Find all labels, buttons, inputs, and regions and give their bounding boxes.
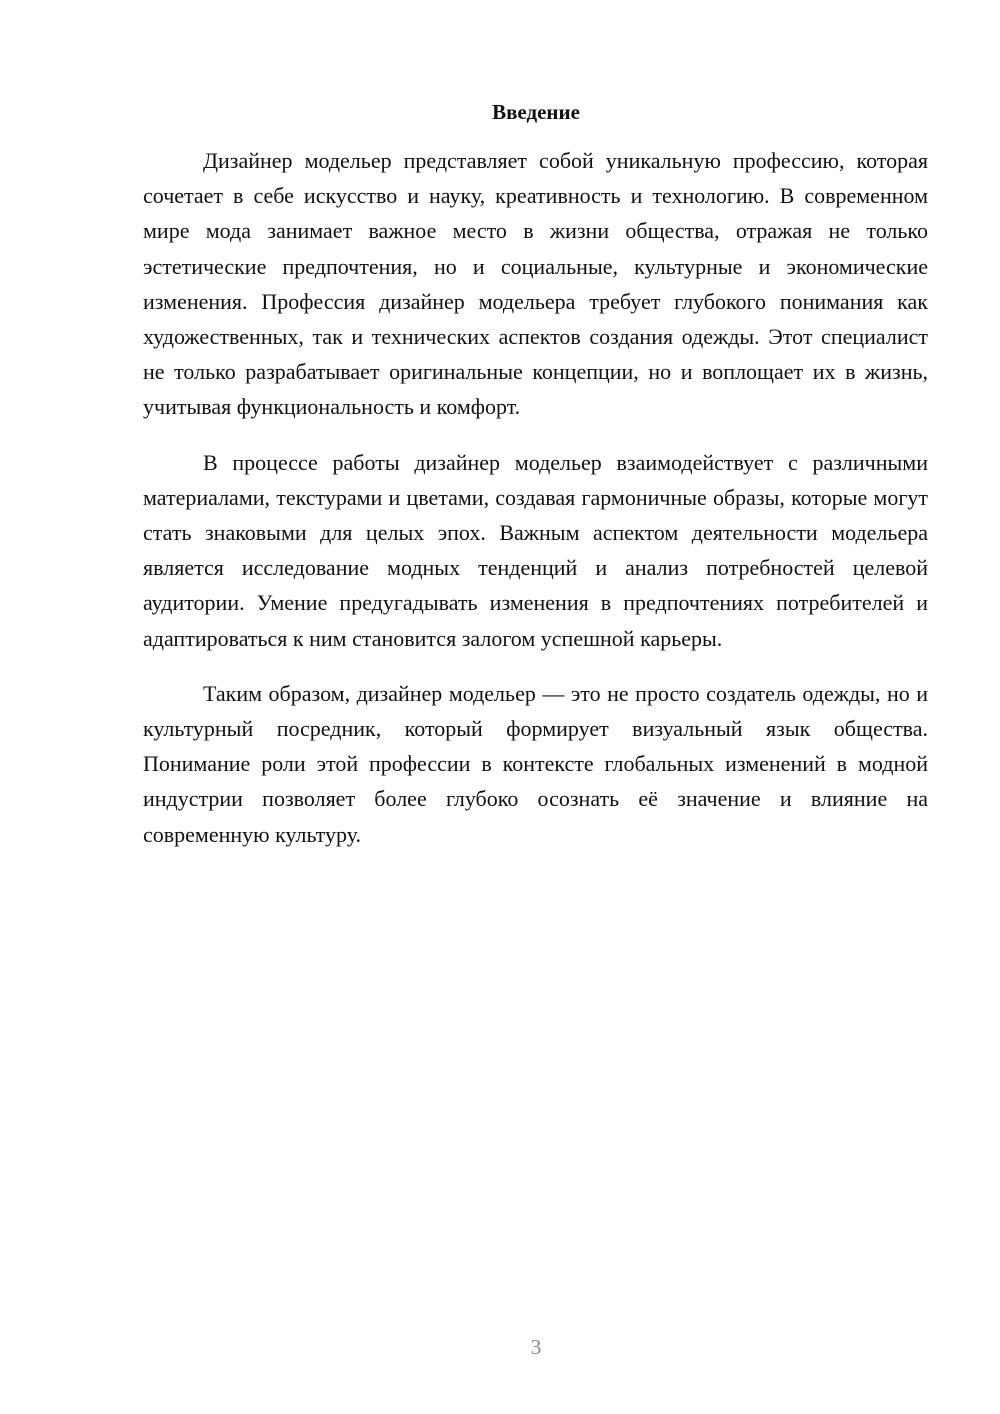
paragraph-3: Таким образом, дизайнер модельер — это не просто создатель одежды, но и культурный посредник, который формирует визуальный язык общества. Понимание роли этой профессии в контексте глобальных изменений в модной индустрии позволяет более глубоко осознать её значение и влияние на современную культуру. xyxy=(143,680,928,847)
page-title: Введение xyxy=(492,100,580,124)
paragraph-1: Дизайнер модельер представляет собой уникальную профессию, которая сочетает в себе искусство и науку, креативность и технологию. В современном мире мода занимает важное место в жизни общества, отражая не только эстетические предпочтения, но и социальные, культурные и экономические изменения. Профессия дизайнер модельера требует глубокого понимания как художественных, так и технических аспектов создания одежды. Этот специалист не только разрабатывает оригинальные концепции, но и воплощает их в жизнь, учитывая функциональность и комфорт. xyxy=(143,148,928,420)
paragraph-2: В процессе работы дизайнер модельер взаимодействует с различными материалами, текстурами и цветами, создавая гармоничные образы, которые могут стать знаковыми для целых эпох. Важным аспектом деятельности модельера является исследование модных тенденций и анализ потребностей целевой аудитории. Умение предугадывать изменения в предпочтениях потребителей и адаптироваться к ним становится залогом успешной карьеры. xyxy=(143,449,928,651)
page-number: 3 xyxy=(530,1335,542,1359)
document-body xyxy=(143,143,928,872)
